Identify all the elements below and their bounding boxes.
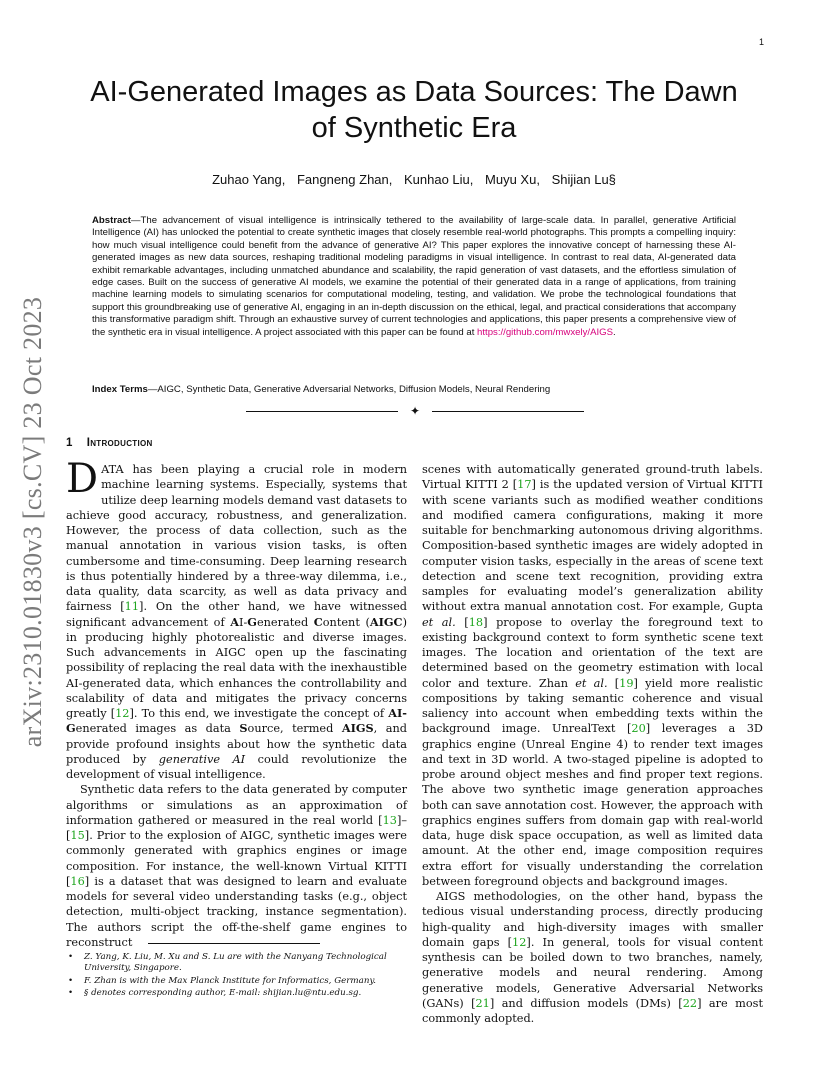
text-run: , and provide profound insights about how the synthetic data produced by xyxy=(66,722,407,766)
abstract-label: Abstract xyxy=(92,215,131,226)
author-name: Fangneng Zhan, xyxy=(296,172,393,187)
text-run: [ xyxy=(455,615,469,629)
text-run: ]. To this end, we investigate the concept of xyxy=(129,707,389,720)
citation-link[interactable]: 13 xyxy=(382,813,397,827)
section-title: Introduction xyxy=(86,437,153,449)
section-number: 1 xyxy=(66,437,73,449)
diamond-icon: ✦ xyxy=(409,404,421,418)
drop-cap: D xyxy=(66,456,99,502)
divider-line-right xyxy=(432,411,584,412)
paragraph xyxy=(422,462,763,889)
text-run: AIGC xyxy=(369,614,403,629)
text-run: ] is a dataset that was designed to learn and evaluate models for several video understanding tasks (e.g., object detection, multi-object tracking, instance segmentation). The authors script the off-the-shelf game engines to reconstruct xyxy=(66,874,407,949)
text-run: I- xyxy=(239,615,248,629)
text-run: ] propose to overlay the foreground text to existing background context to form synthetic scene text images. The location and orientation of the text are determined based on the geometry estimation with local color and texture. Zhan xyxy=(422,615,763,690)
text-run: enerated images as data xyxy=(75,722,240,736)
paragraph xyxy=(66,456,408,782)
text-run: generative AI xyxy=(158,752,246,766)
text-run: AIGS xyxy=(341,721,374,736)
citation-link[interactable]: 18 xyxy=(468,615,484,629)
author-name: Kunhao Liu, xyxy=(404,172,474,187)
citation-link[interactable]: 12 xyxy=(115,707,130,720)
citation-link[interactable]: 11 xyxy=(124,600,140,614)
text-run: S xyxy=(239,721,248,736)
author-name: Muyu Xu, xyxy=(485,172,540,187)
text-run: ] yield more realistic compositions by taking semantic coherence and visual saliency into account when embedding texts within the background image. UnrealText [ xyxy=(422,676,763,736)
text-run: A xyxy=(230,614,239,629)
citation-link[interactable]: 15 xyxy=(70,829,85,842)
arxiv-stamp: arXiv:2310.01830v3 [cs.CV] 23 Oct 2023 xyxy=(18,296,47,748)
citation-link[interactable]: 22 xyxy=(682,996,698,1010)
left-column xyxy=(66,456,408,950)
paragraph xyxy=(66,782,407,950)
text-run: ] and diffusion models (DMs) [ xyxy=(489,996,683,1010)
citation-link[interactable]: 20 xyxy=(631,722,646,736)
paragraph xyxy=(422,889,763,1026)
footnote-rule xyxy=(148,943,320,944)
text-run: ] are most commonly adopted. xyxy=(422,996,763,1025)
author-list xyxy=(84,172,744,187)
text-run: could revolutionize the development of visual intelligence. xyxy=(66,752,407,781)
text-run: Synthetic data refers to the data generated by computer algorithms or simulations as an approximation of information gathered or measured in the real world [ xyxy=(66,783,407,827)
text-run: ]–[ xyxy=(66,813,407,842)
project-link[interactable]: https://github.com/mwxely/AIGS xyxy=(477,326,614,338)
abstract xyxy=(92,215,736,339)
text-run: enerated xyxy=(256,615,314,629)
index-terms xyxy=(92,384,736,396)
text-run: AIGS methodologies, on the other hand, bypass the tedious visual understanding process, directly producing high-quality and high-diversity images with smaller domain gaps [ xyxy=(422,890,763,949)
section-divider xyxy=(246,404,584,418)
abstract-end: . xyxy=(613,326,616,338)
text-run: G xyxy=(247,614,257,629)
text-run: AI-G xyxy=(66,706,407,736)
footnote-item: • F. Zhan is with the Max Planck Institute for Informatics, Germany. xyxy=(66,976,407,987)
text-run: et al. xyxy=(422,615,456,629)
citation-link[interactable]: 17 xyxy=(517,478,532,492)
text-run: et al. xyxy=(575,676,608,690)
text-run: ]. On the other hand, we have witnessed significant advancement of xyxy=(66,600,408,629)
text-run: ]. In general, tools for visual content synthesis can be boiled down to two branches, namely, generative models and neural rendering. Among generative models, Generative Adversarial Networks (GANs) [ xyxy=(422,935,763,1010)
author-name: Zuhao Yang, xyxy=(212,172,286,187)
text-run: C xyxy=(313,614,323,629)
text-run: scenes with automatically generated ground-truth labels. Virtual KITTI 2 [ xyxy=(422,463,763,492)
paper-title: AI-Generated Images as Data Sources: The Dawn of Synthetic Era xyxy=(90,76,738,144)
right-column xyxy=(422,462,763,1026)
text-run: ) in producing highly photorealistic and diverse images. Such advancements in AIGC open up the fascinating possibility of replacing the real data with the inexhaustible AI-generated data, which enhances the controllability and scalability of data and mitigates the privacy concerns greatly [ xyxy=(66,615,407,720)
footnote-item: • Z. Yang, K. Liu, M. Xu and S. Lu are with the Nanyang Technological University, Singapore. xyxy=(66,952,407,975)
text-run: ] is the updated version of Virtual KITTI with scene variants such as modified weather conditions and modified camera configurations, making it more suitable for benchmarking autonomous driving algorithms. Composition-based synthetic images are widely adopted in computer vision tasks, especially in the areas of scene text detection and scene text recognition, providing extra samples for evaluating model’s generalization ability without extra manual annotation cost. For example, Gupta xyxy=(422,478,763,614)
text-run: ontent ( xyxy=(322,615,370,629)
divider-line-left xyxy=(246,411,398,412)
text-run: [ xyxy=(607,676,620,690)
citation-link[interactable]: 16 xyxy=(70,874,85,888)
footnote-item: • § denotes corresponding author, E-mail: shijian.lu@ntu.edu.sg. xyxy=(66,988,407,999)
text-run: ] leverages a 3D graphics engine (Unreal Engine 4) to render text images and text in 3D world. A two-staged pipeline is adopted to probe around object meshes and find proper text regions. The above two synthetic image generation approaches both can save annotation cost. However, the approach with graphics engines suffers from domain gap with real-world data, huge disk space occupation, as well as limited data amount. At the other end, image composition requires extra effort for visually understanding the correlation between foreground objects and background images. xyxy=(422,722,763,888)
abstract-text: —The advancement of visual intelligence is intrinsically tethered to the availability of large-scale data. In parallel, generative Artificial Intelligence (AI) has unlocked the potential to create synthetic images that closely resemble real-world photographs. This prompts a compelling inquiry: how much visual intelligence could benefit from the advance of generative AI? This paper explores the innovative concept of harnessing these AI-generated images as new data sources, reshaping traditional modeling paradigms in visual intelligence. In contrast to real data, AI-generated data exhibit remarkable advantages, including unmatched abundance and scalability, the rapid generation of vast datasets, and the effortless simulation of edge cases. Built on the success of generative AI models, we examine the potential of their generated data in a range of applications, from training machine learning models to simulating scenarios for computational modeling, testing, and validation. We probe the technological foundations that support this groundbreaking use of generative AI, engaging in an in-depth discussion on the ethical, legal, and practical considerations that accompany this transformative paradigm shift. Through an exhaustive survey of current technologies and applications, this paper presents a comprehensive view of the synthetic era in visual intelligence. A project associated with this paper can be found at xyxy=(92,215,736,338)
index-terms-text: —AIGC, Synthetic Data, Generative Adversarial Networks, Diffusion Models, Neural Rendering xyxy=(147,384,551,395)
text-run: ource, termed xyxy=(247,722,342,736)
citation-link[interactable]: 21 xyxy=(475,996,490,1010)
citation-link[interactable]: 19 xyxy=(619,676,634,690)
page-number: 1 xyxy=(758,37,764,47)
text-run: ]. Prior to the explosion of AIGC, synthetic images were commonly generated with graphics engines or image composition. For instance, the well-known Virtual KITTI [ xyxy=(66,829,407,888)
section-heading xyxy=(66,437,153,449)
index-terms-label: Index Terms xyxy=(92,384,148,395)
footnotes xyxy=(66,952,407,1001)
text-run: ATA has been playing a crucial role in modern machine learning systems. Especially, systems that utilize deep learning models demand vast datasets to achieve good accuracy, robustness, and generalization. However, the process of data collection, such as the manual annotation in various vision tasks, is often cumbersome and time-consuming. Deep learning research is thus potentially hindered by a three-way dilemma, i.e., data quality, data scarcity, as well as data privacy and fairness [ xyxy=(66,463,407,614)
citation-link[interactable]: 12 xyxy=(512,935,527,949)
author-name: Shijian Lu§ xyxy=(551,172,616,187)
